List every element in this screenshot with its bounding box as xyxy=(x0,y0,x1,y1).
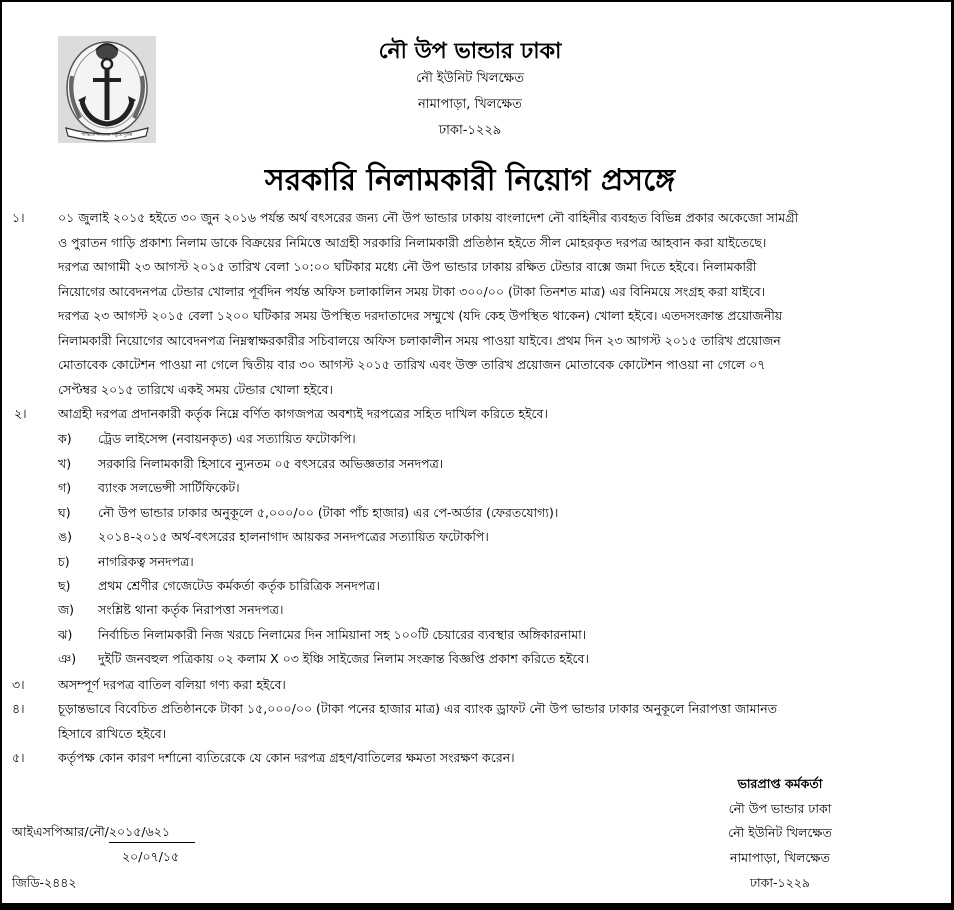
paragraph-line: সেপ্টম্বর ২০১৫ তারিখে একই সময় টেন্ডার খোলা হইবে। xyxy=(58,381,333,397)
signatory-title: ভারপ্রাপ্ত কর্মকর্তা xyxy=(737,776,823,791)
subitem-mark: ঞ) xyxy=(58,651,77,666)
paragraph-line: ও পুরাতন গাড়ি প্রকাশ্য নিলাম ডাকে বিক্রয়ের নিমিত্তে আগ্রহী সরকারি নিলামকারী প্রতিষ্ঠান হইতে সীল মোহরকৃত দরপত্র আহবান করা যাইতেছে। xyxy=(58,234,767,250)
subitem-mark: ঘ) xyxy=(58,505,71,520)
item-number: ১। xyxy=(12,210,25,225)
subitem-mark: ক) xyxy=(58,431,72,446)
memo-number: আইএসপিআর/নৌ/২০১৫/৬২১ xyxy=(12,824,170,839)
office-address: নামাপাড়া, খিলক্ষেত xyxy=(418,97,522,112)
item-2-paragraph xyxy=(58,402,931,427)
subitem-mark: খ) xyxy=(58,456,72,471)
bottom-border xyxy=(0,903,954,910)
signatory-org: নৌ উপ ভান্ডার ঢাকা xyxy=(728,801,832,816)
subitem-mark: ঝ) xyxy=(58,627,73,642)
subitem-mark: চ) xyxy=(58,554,70,569)
office-unit: নৌ ইউনিট খিলক্ষেত xyxy=(416,71,524,86)
notice-title: সরকারি নিলামকারী নিয়োগ প্রসঙ্গে xyxy=(264,163,676,198)
paragraph-line: দরপত্র আগামী ২৩ আগস্ট ২০১৫ তারিখ বেলা ১০:০০ ঘটিকার মধ্যে নৌ উপ ভান্ডার ঢাকায় রক্ষিত টেন্ডার বাক্সে জমা দিতে হইবে। নিলামকারী xyxy=(58,259,757,274)
subitem-mark: জ) xyxy=(58,602,75,617)
item-1-paragraph xyxy=(58,206,931,402)
item-number: ৫। xyxy=(12,750,25,765)
subitem-text: ব্যাংক সলভেন্সী সার্টিফিকেট। xyxy=(98,480,240,495)
item-number: ৪। xyxy=(12,701,25,716)
paragraph-line: চূড়ান্তভাবে বিবেচিত প্রতিষ্ঠানকে টাকা ১৫,০০০/০০ (টাকা পনের হাজার মাত্র) এর ব্যাংক ড্রাফট নৌ উপ ভান্ডার ঢাকার অনুকূলে নিরাপত্তা জামানত xyxy=(58,701,778,716)
item-number: ৩। xyxy=(12,677,25,692)
paragraph-line: আগ্রহী দরপত্র প্রদানকারী কর্তৃক নিম্নে বর্ণিত কাগজপত্র অবশ্যই দরপত্রের সহিত দাখিল করিতে হইবে। xyxy=(58,406,548,421)
memo-underline xyxy=(109,842,195,843)
subitem-mark: ঙ) xyxy=(58,529,73,544)
subitem-text: নাগরিকত্ব সনদপত্র। xyxy=(98,554,194,569)
paragraph-line: অসম্পূর্ণ দরপত্র বাতিল বলিয়া গণ্য করা হইবে। xyxy=(58,677,286,692)
item-4-paragraph xyxy=(58,697,931,746)
subitem-text: নির্বাচিত নিলামকারী নিজ খরচে নিলামের দিন সামিয়ানা সহ ১০০টি চেয়ারের ব্যবস্থার অঙ্গিকারনামা। xyxy=(98,627,587,642)
subitem-text: নৌ উপ ভান্ডার ঢাকার অনুকূলে ৫,০০০/০০ (টাকা পাঁচ হাজার) এর পে-অর্ডার (ফেরতযোগ্য)। xyxy=(98,505,559,520)
item-5-paragraph xyxy=(58,746,931,771)
signatory-address: নামাপাড়া, খিলক্ষেত xyxy=(730,850,830,865)
subitem-text: সংশ্লিষ্ট থানা কর্তৃক নিরাপত্তা সনদপত্র। xyxy=(98,602,284,617)
subitem-text: ট্রেড লাইসেন্স (নবায়নকৃত) এর সত্যায়িত ফটোকপি। xyxy=(98,431,356,446)
paragraph-line: ০১ জুলাই ২০১৫ হইতে ৩০ জুন ২০১৬ পর্যন্ত অর্থ বৎসরের জন্য নৌ উপ ভান্ডার ঢাকায় বাংলাদেশ নৌ বাহিনীর ব্যবহৃত বিভিন্ন প্রকার অকেজো সামগ্রী xyxy=(58,210,799,225)
memo-date: ২০/০৭/১৫ xyxy=(122,849,180,864)
paragraph-line: নিলামকারী নিয়োগের আবেদনপত্র নিম্নস্বাক্ষরকারীর সচিবালয়ে অফিস চলাকালীন সময় পাওয়া যাইবে। প্রথম দিন ২৩ আগস্ট ২০১৫ তারিখ প্রয়োজন xyxy=(58,332,781,348)
paragraph-line: দরপত্র ২৩ আগস্ট ২০১৫ বেলা ১২০০ ঘটিকার সময় উপস্থিত দরদাতাদের সম্মুখে (যদি কেহ উপস্থিত থাকেন) খোলা হইবে। এতদসংক্রান্ত প্রয়োজনীয় xyxy=(58,308,783,323)
paragraph-line: মোতাবেক কোটেশন পাওয়া না গেলে দ্বিতীয় বার ৩০ আগস্ট ২০১৫ তারিখ এবং উক্ত তারিখ প্রয়োজন মোতাবেক কোটেশন পাওয়া না গেলে ০৭ xyxy=(58,357,766,372)
navy-anchor-emblem-icon xyxy=(58,36,156,143)
subitem-text: ২০১৪-২০১৫ অর্থ-বৎসরের হালনাগাদ আয়কর সনদপত্রের সত্যায়িত ফটোকপি। xyxy=(98,529,489,544)
signatory-city: ঢাকা-১২২৯ xyxy=(749,875,811,890)
subitem-mark: ছ) xyxy=(58,578,71,593)
gd-number: জিডি-২৪৪২ xyxy=(12,875,77,890)
paragraph-line: হিসাবে রাখিতে হইবে। xyxy=(58,725,167,741)
subitem-text: সরকারি নিলামকারী হিসাবে ন্যুনতম ০৫ বৎসরের অভিজ্ঞতার সনদপত্র। xyxy=(98,456,444,471)
office-city: ঢাকা-১২২৯ xyxy=(438,123,502,138)
item-number: ২। xyxy=(14,406,27,421)
paragraph-line: কর্তৃপক্ষ কোন কারণ দর্শানো ব্যতিরেকে যে কোন দরপত্র গ্রহণ/বাতিলের ক্ষমতা সংরক্ষণ করেন। xyxy=(58,750,515,765)
office-name: নৌ উপ ভান্ডার ঢাকা xyxy=(378,39,562,64)
paragraph-line: নিয়োগের আবেদনপত্র টেন্ডার খোলার পূর্বদিন পর্যন্ত অফিস চলাকালিন সময় টাকা ৩০০/০০ (টাকা তিনশত মাত্র) এর বিনিময়ে সংগ্রহ করা যাইবে। xyxy=(58,283,766,299)
signatory-unit: নৌ ইউনিট খিলক্ষেত xyxy=(728,825,832,840)
subitem-mark: গ) xyxy=(58,480,72,495)
subitem-text: দুইটি জনবহুল পত্রিকায় ০২ কলাম X ০৩ ইঞ্চি সাইজের নিলাম সংক্রান্ত বিজ্ঞপ্তি প্রকাশ করিতে হইবে। xyxy=(98,651,589,666)
item-3-paragraph xyxy=(58,673,931,698)
subitem-text: প্রথম শ্রেণীর গেজেটেড কর্মকর্তা কর্তৃক চারিত্রিক সনদপত্র। xyxy=(98,578,380,593)
emblem-motto: শান্তিতে সংগ্রামে সমুদ্রে দুর্জয় xyxy=(81,133,133,138)
